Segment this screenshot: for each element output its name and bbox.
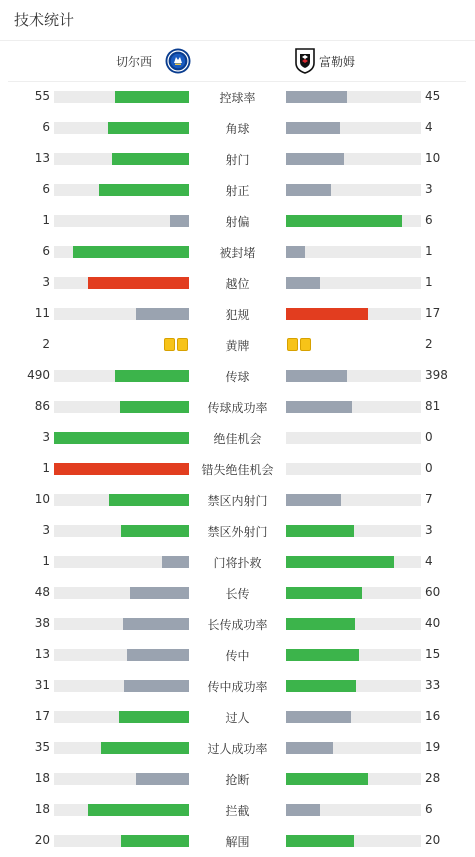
- home-stat-bar: [54, 308, 189, 320]
- away-stat-value: 10: [425, 151, 441, 165]
- stat-label: 射偏: [225, 215, 250, 229]
- away-stat-bar: [286, 711, 421, 723]
- away-stat-bar: [286, 742, 421, 754]
- away-stat-value: 7: [425, 492, 433, 506]
- home-stat-bar-fill: [101, 742, 189, 754]
- away-team-name[interactable]: 富勒姆: [319, 55, 356, 69]
- stat-label: 门将扑救: [213, 556, 262, 570]
- stat-row: [0, 546, 475, 577]
- home-stat-value: 17: [34, 709, 50, 723]
- away-stat-bar-fill: [286, 246, 305, 258]
- home-stat-bar: [54, 649, 189, 661]
- home-stat-value: 490: [27, 368, 50, 382]
- away-stat-bar: [286, 277, 421, 289]
- stat-row: [0, 236, 475, 267]
- stat-row: [0, 453, 475, 484]
- home-stat-bar: [54, 494, 189, 506]
- home-stat-bar-fill: [119, 711, 189, 723]
- home-stat-value: 6: [42, 244, 50, 258]
- away-stat-bar-fill: [286, 680, 356, 692]
- home-stat-bar-fill: [130, 587, 189, 599]
- away-stat-bar-fill: [286, 494, 341, 506]
- home-stat-value: 20: [34, 833, 50, 847]
- page-title: 技术统计: [14, 11, 75, 29]
- stat-label: 传球: [225, 370, 250, 384]
- home-stat-value: 31: [34, 678, 50, 692]
- stat-row: [0, 794, 475, 825]
- home-stat-bar-fill: [136, 308, 189, 320]
- home-stat-value: 1: [42, 554, 50, 568]
- away-stat-bar-fill: [286, 711, 351, 723]
- stat-row: [0, 174, 475, 205]
- home-stat-bar: [54, 184, 189, 196]
- home-stat-bar-fill: [162, 556, 189, 568]
- home-stat-value: 6: [42, 120, 50, 134]
- home-stat-bar-fill: [123, 618, 189, 630]
- away-stat-value: 6: [425, 213, 433, 227]
- away-stat-value: 15: [425, 647, 441, 661]
- away-stat-bar: [286, 556, 421, 568]
- away-stat-bar-fill: [286, 370, 347, 382]
- home-stat-bar: [54, 153, 189, 165]
- away-stat-value: 2: [425, 337, 433, 351]
- stat-label: 禁区外射门: [207, 525, 268, 539]
- away-stat-bar-fill: [286, 649, 359, 661]
- home-stat-bar: [54, 463, 189, 475]
- away-stat-bar-fill: [286, 556, 394, 568]
- chelsea-crest-icon[interactable]: [165, 48, 191, 74]
- away-stat-value: 6: [425, 802, 433, 816]
- away-stat-value: 3: [425, 182, 433, 196]
- away-stat-value: 1: [425, 275, 433, 289]
- home-yellow-cards: [163, 338, 189, 352]
- away-stat-bar: [286, 401, 421, 413]
- stat-row: [0, 267, 475, 298]
- fulham-crest-icon[interactable]: [294, 48, 316, 74]
- away-stat-bar-fill: [286, 153, 344, 165]
- away-stat-bar: [286, 91, 421, 103]
- stat-label: 过人: [225, 711, 250, 725]
- stat-row: [0, 825, 475, 856]
- stat-row: [0, 205, 475, 236]
- yellow-card-icon: [287, 338, 298, 351]
- home-stat-bar: [54, 246, 189, 258]
- home-stat-value: 18: [34, 802, 50, 816]
- stat-row: [0, 391, 475, 422]
- away-stat-bar-fill: [286, 215, 402, 227]
- away-stat-bar-fill: [286, 618, 355, 630]
- stat-label: 被封堵: [219, 246, 256, 260]
- home-stat-bar: [54, 773, 189, 785]
- away-stat-bar: [286, 215, 421, 227]
- home-stat-bar: [54, 370, 189, 382]
- stat-label: 解围: [225, 835, 250, 849]
- home-stat-value: 3: [42, 523, 50, 537]
- stat-label: 长传: [225, 587, 250, 601]
- home-stat-bar-fill: [88, 277, 189, 289]
- home-stat-bar: [54, 680, 189, 692]
- away-stat-value: 33: [425, 678, 441, 692]
- yellow-card-icon: [164, 338, 175, 351]
- stat-row: [0, 670, 475, 701]
- home-stat-bar-fill: [120, 401, 189, 413]
- home-stat-bar-fill: [121, 835, 189, 847]
- home-stat-bar-fill: [115, 370, 189, 382]
- away-stat-value: 16: [425, 709, 441, 723]
- stats-header: [0, 0, 475, 41]
- home-stat-value: 1: [42, 213, 50, 227]
- stat-row: [0, 577, 475, 608]
- home-stat-value: 11: [34, 306, 50, 320]
- home-stat-value: 3: [42, 430, 50, 444]
- home-stat-bar-fill: [54, 463, 189, 475]
- away-stat-bar-fill: [286, 742, 333, 754]
- away-stat-bar: [286, 246, 421, 258]
- away-stat-bar: [286, 308, 421, 320]
- away-yellow-cards: [286, 338, 312, 352]
- home-stat-bar: [54, 432, 189, 444]
- away-stat-value: 3: [425, 523, 433, 537]
- stat-label: 犯规: [225, 308, 250, 322]
- stat-row: [0, 608, 475, 639]
- stat-label: 抢断: [225, 773, 250, 787]
- stat-label: 长传成功率: [207, 618, 268, 632]
- home-stat-value: 18: [34, 771, 50, 785]
- home-stat-bar-fill: [115, 91, 189, 103]
- stat-label: 传中: [225, 649, 250, 663]
- stat-label: 黄牌: [225, 339, 250, 353]
- home-stat-bar-fill: [54, 432, 189, 444]
- home-stat-bar-fill: [136, 773, 189, 785]
- away-stat-bar: [286, 835, 421, 847]
- home-stat-value: 1: [42, 461, 50, 475]
- home-stat-bar: [54, 401, 189, 413]
- home-stat-bar-fill: [73, 246, 189, 258]
- home-stat-value: 6: [42, 182, 50, 196]
- away-stat-bar-fill: [286, 587, 362, 599]
- stat-label: 拦截: [225, 804, 250, 818]
- home-stat-bar-fill: [108, 122, 189, 134]
- away-stat-bar-fill: [286, 835, 354, 847]
- away-stat-bar-fill: [286, 525, 354, 537]
- away-stat-bar-fill: [286, 308, 368, 320]
- stat-row: [0, 515, 475, 546]
- away-stat-value: 60: [425, 585, 441, 599]
- home-stat-bar-fill: [127, 649, 189, 661]
- away-stat-value: 398: [425, 368, 448, 382]
- home-team-name[interactable]: 切尔西: [115, 55, 152, 69]
- home-stat-value: 3: [42, 275, 50, 289]
- away-stat-bar: [286, 370, 421, 382]
- away-stat-value: 0: [425, 430, 433, 444]
- away-stat-bar: [286, 494, 421, 506]
- home-stat-bar: [54, 122, 189, 134]
- home-stat-bar: [54, 556, 189, 568]
- home-stat-bar-fill: [88, 804, 189, 816]
- home-stat-value: 48: [34, 585, 50, 599]
- stat-label: 射门: [225, 153, 250, 167]
- away-stat-value: 20: [425, 833, 441, 847]
- away-stat-value: 28: [425, 771, 441, 785]
- away-stat-bar: [286, 680, 421, 692]
- away-stat-bar: [286, 649, 421, 661]
- away-stat-value: 40: [425, 616, 441, 630]
- home-stat-bar: [54, 215, 189, 227]
- away-stat-bar: [286, 525, 421, 537]
- stat-label: 越位: [225, 277, 250, 291]
- home-stat-bar: [54, 742, 189, 754]
- home-stat-value: 55: [34, 89, 50, 103]
- away-stat-bar-fill: [286, 91, 347, 103]
- stat-row: [0, 763, 475, 794]
- stats-list: [0, 81, 475, 856]
- home-stat-value: 13: [34, 647, 50, 661]
- away-stat-value: 19: [425, 740, 441, 754]
- away-stat-value: 17: [425, 306, 441, 320]
- away-stat-bar: [286, 618, 421, 630]
- home-stat-bar-fill: [124, 680, 189, 692]
- stat-label: 角球: [225, 122, 250, 136]
- stat-row: [0, 112, 475, 143]
- home-stat-value: 2: [42, 337, 50, 351]
- away-stat-bar-fill: [286, 773, 368, 785]
- away-stat-value: 0: [425, 461, 433, 475]
- away-stat-value: 4: [425, 554, 433, 568]
- stat-label: 控球率: [219, 91, 256, 105]
- away-stat-value: 1: [425, 244, 433, 258]
- away-stat-value: 81: [425, 399, 441, 413]
- away-stat-value: 45: [425, 89, 441, 103]
- away-stat-bar-fill: [286, 804, 320, 816]
- home-stat-value: 13: [34, 151, 50, 165]
- away-stat-bar: [286, 773, 421, 785]
- stat-row: [0, 422, 475, 453]
- home-stat-value: 10: [34, 492, 50, 506]
- away-stat-bar-fill: [286, 401, 352, 413]
- away-stat-bar-fill: [286, 277, 320, 289]
- stat-label: 传球成功率: [207, 401, 268, 415]
- away-stat-bar: [286, 122, 421, 134]
- away-stat-bar-fill: [286, 122, 340, 134]
- stat-label: 传中成功率: [207, 680, 268, 694]
- home-stat-bar: [54, 525, 189, 537]
- stat-row: [0, 732, 475, 763]
- home-stat-value: 35: [34, 740, 50, 754]
- home-stat-bar: [54, 277, 189, 289]
- home-stat-bar: [54, 91, 189, 103]
- away-stat-bar: [286, 804, 421, 816]
- home-stat-bar-fill: [170, 215, 189, 227]
- stat-label: 过人成功率: [207, 742, 268, 756]
- home-stat-bar: [54, 804, 189, 816]
- stat-label: 禁区内射门: [207, 494, 268, 508]
- home-stat-value: 86: [34, 399, 50, 413]
- stat-row: [0, 143, 475, 174]
- stat-label: 射正: [225, 184, 250, 198]
- home-stat-bar-fill: [112, 153, 189, 165]
- stat-row: [0, 329, 475, 360]
- away-stat-bar: [286, 153, 421, 165]
- home-stat-bar: [54, 835, 189, 847]
- away-stat-bar: [286, 184, 421, 196]
- home-stat-bar: [54, 618, 189, 630]
- yellow-card-icon: [300, 338, 311, 351]
- away-stat-bar: [286, 432, 421, 444]
- home-stat-value: 38: [34, 616, 50, 630]
- stat-label: 绝佳机会: [213, 432, 262, 446]
- home-stat-bar: [54, 711, 189, 723]
- away-stat-bar-fill: [286, 184, 331, 196]
- stat-row: [0, 639, 475, 670]
- stat-row: [0, 298, 475, 329]
- home-stat-bar-fill: [99, 184, 189, 196]
- teams-bar: [8, 41, 466, 82]
- home-stat-bar-fill: [121, 525, 189, 537]
- home-stat-bar-fill: [109, 494, 189, 506]
- stat-row: [0, 360, 475, 391]
- stat-row: [0, 81, 475, 112]
- stat-row: [0, 484, 475, 515]
- home-stat-bar: [54, 587, 189, 599]
- yellow-card-icon: [177, 338, 188, 351]
- away-stat-value: 4: [425, 120, 433, 134]
- stat-row: [0, 701, 475, 732]
- away-stat-bar: [286, 587, 421, 599]
- stat-label: 错失绝佳机会: [201, 463, 274, 477]
- away-stat-bar: [286, 463, 421, 475]
